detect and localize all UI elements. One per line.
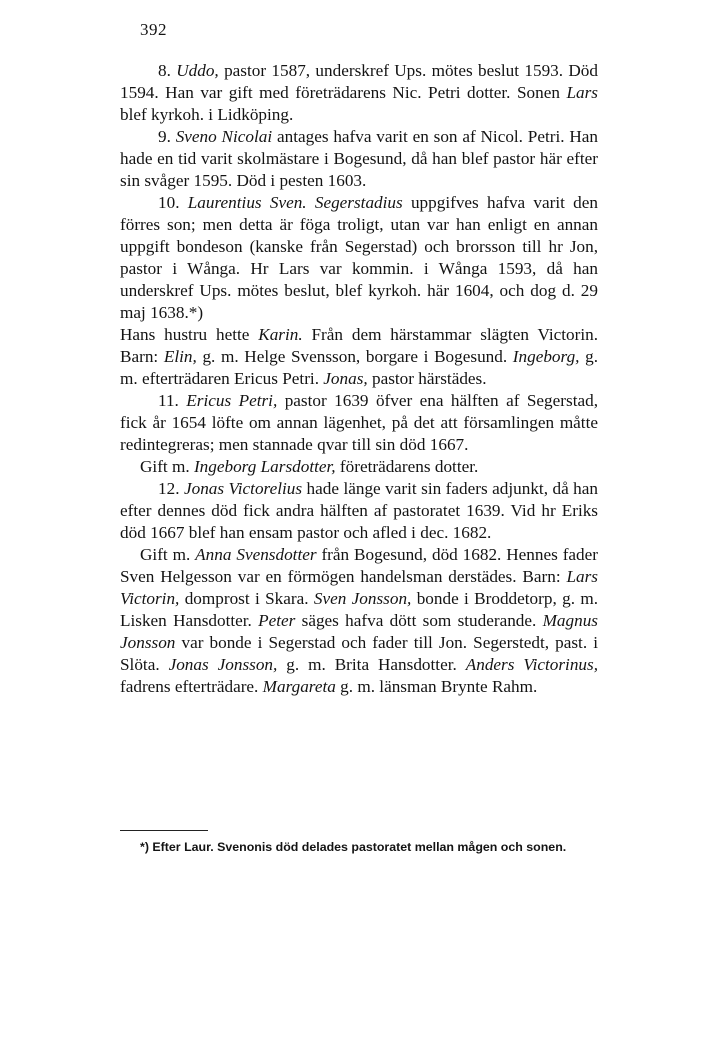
text-run: g. m. länsman Brynte Rahm.	[335, 677, 538, 696]
text-run: Hans hustru hette	[120, 325, 259, 344]
text-run: g. m. Helge Svensson, borgare i Bogesund.	[196, 347, 513, 366]
italic-name: Lars Victorin,	[120, 567, 598, 608]
text-run: pastor 1639 öfver ena hälften af Segerstad, fick år 1654 löfte om annan lägenhet, på det att församlingen måtte redintegreras; men stannade qvar till sin död 1667.	[120, 391, 598, 454]
entry-paragraph	[120, 390, 598, 456]
text-run: företrädarens dotter.	[335, 457, 479, 476]
italic-name: Jonas Jonsson,	[168, 655, 278, 674]
text-run: g. m. efterträdaren Ericus Petri.	[120, 347, 599, 388]
text-run: 11.	[158, 391, 187, 410]
body-text	[120, 60, 598, 698]
text-run: hade länge varit sin faders adjunkt, då han efter dennes död fick andra hälften af pastoratet 1639. Vid hr Eriks död 1667 blef han ensam pastor och afled i dec. 1682.	[120, 479, 598, 542]
italic-name: Sveno Nicolai	[175, 127, 273, 146]
text-run: Gift m.	[140, 457, 194, 476]
continuation-paragraph	[120, 456, 598, 478]
text-run: från Bogesund, död 1682. Hennes fader Sven Helgesson var en förmögen handelsman derstädes. Barn:	[120, 545, 598, 586]
entry-paragraph	[120, 126, 598, 192]
italic-name: Margareta	[262, 677, 336, 696]
page-number: 392	[140, 20, 167, 39]
italic-name: Ericus Petri,	[186, 391, 278, 410]
text-run: var bonde i Segerstad och fader till Jon. Segerstedt, past. i Slöta.	[120, 633, 598, 674]
text-run: bonde i Broddetorp, g. m. Lisken Hansdotter.	[120, 589, 599, 630]
text-run: pastor härstädes.	[367, 369, 487, 388]
entry-paragraph	[120, 60, 598, 126]
text-run: Från dem härstammar slägten Victorin. Barn:	[120, 325, 599, 366]
italic-name: Lars	[566, 83, 598, 102]
italic-name: Karin.	[258, 325, 303, 344]
italic-name: Laurentius Sven. Segerstadius	[187, 193, 403, 212]
italic-name: Peter	[258, 611, 296, 630]
text-run: säges hafva dött som studerande.	[295, 611, 543, 630]
text-run: 12.	[158, 479, 184, 498]
text-run: Gift m.	[140, 545, 196, 564]
footnote: *) Efter Laur. Svenonis död delades pastoratet mellan mågen och sonen.	[140, 840, 567, 854]
italic-name: Jonas Victorelius	[183, 479, 303, 498]
italic-name: Anders Victorinus,	[465, 655, 599, 674]
italic-name: Ingeborg,	[512, 347, 580, 366]
text-run: 10.	[158, 193, 188, 212]
footnote-divider	[120, 830, 208, 831]
text-run: pastor 1587, underskref Ups. mötes beslut 1593. Död 1594. Han var gift med företrädarens Nic. Petri dotter. Sonen	[120, 61, 598, 102]
text-run: 9.	[158, 127, 176, 146]
italic-name: Jonas,	[323, 369, 368, 388]
text-run: uppgifves hafva varit den förres son; men detta är föga troligt, utan var han enligt en annan uppgift bondeson (kanske från Segerstad) och brorsson till hr Jon, pastor i Wånga. Hr Lars var kommin. i Wånga 1593, då han underskref Ups. mötes beslut, blef kyrkoh. här 1604, och dog d. 29 maj 1638.*)	[120, 193, 598, 322]
text-run: antages hafva varit en son af Nicol. Petri. Han hade en tid varit skolmästare i Bogesund, då han blef pastor här efter sin svåger 1595. Död i pesten 1603.	[120, 127, 598, 190]
italic-name: Magnus Jonsson	[120, 611, 598, 652]
text-run: domprost i Skara.	[179, 589, 314, 608]
italic-name: Anna Svensdotter	[195, 545, 317, 564]
text-run: g. m. Brita Hansdotter.	[277, 655, 466, 674]
text-run: blef kyrkoh. i Lidköping.	[120, 105, 294, 124]
italic-name: Ingeborg Larsdotter,	[193, 457, 336, 476]
italic-name: Sven Jonsson,	[313, 589, 412, 608]
italic-name: Uddo,	[176, 61, 219, 80]
entry-paragraph	[120, 478, 598, 544]
text-run: fadrens efterträdare.	[120, 677, 263, 696]
entry-paragraph	[120, 192, 598, 324]
text-run: 8.	[158, 61, 177, 80]
italic-name: Elin,	[163, 347, 197, 366]
continuation-paragraph	[120, 544, 598, 698]
continuation-paragraph	[120, 324, 598, 390]
